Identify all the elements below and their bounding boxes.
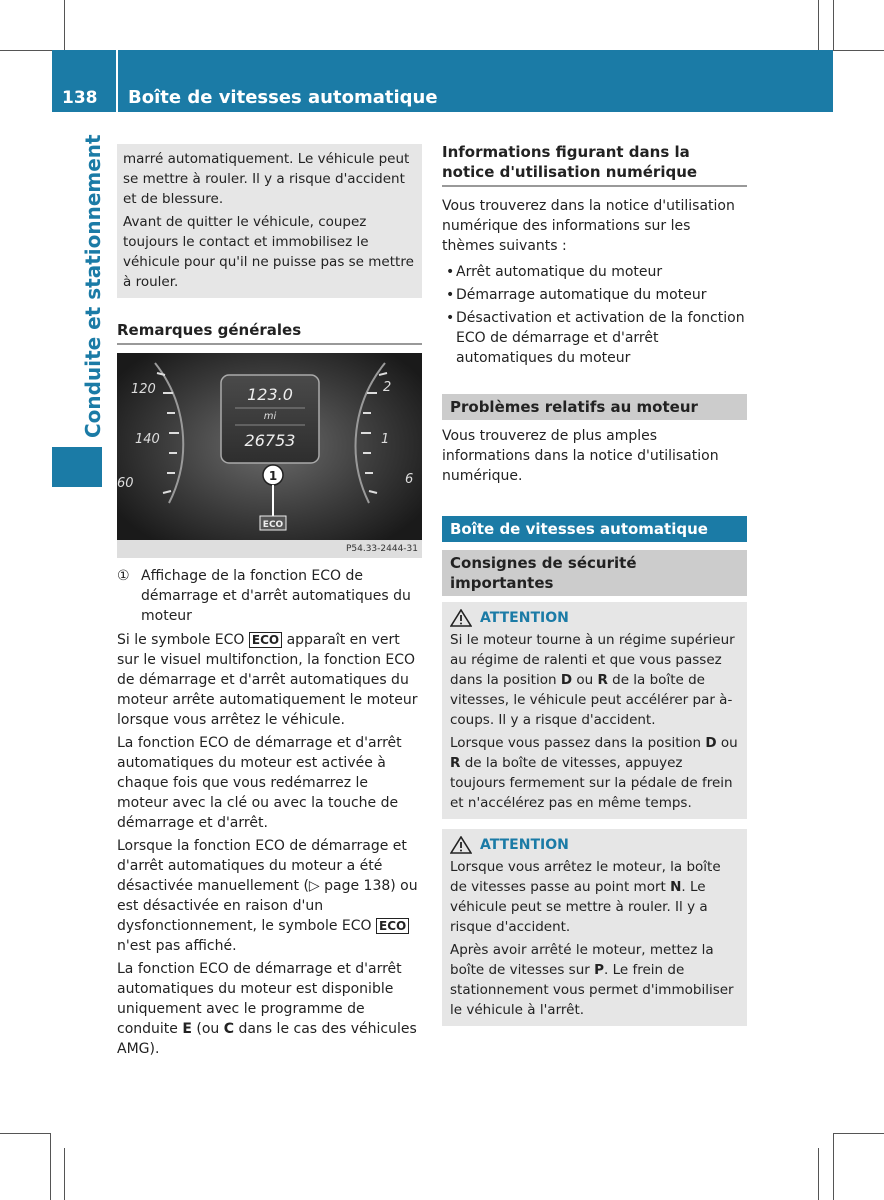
text-run: n'est pas affiché. <box>117 938 237 954</box>
warning-text <box>450 630 739 730</box>
gauge-label: 60 <box>117 476 134 491</box>
trip-distance: 123.0 <box>247 385 293 404</box>
text-run: Lorsque vous passez dans la position <box>450 735 706 751</box>
callout-number: 1 <box>268 469 278 483</box>
list-item <box>442 308 747 368</box>
legend-text: Affichage de la fonction ECO de démarrage et d'arrêt automatiques du moteur <box>141 568 411 624</box>
warning-text <box>450 857 739 937</box>
warning-text: Avant de quitter le véhicule, coupez toujours le contact et immobilisez le véhicule pour qu'il ne puisse pas se mettre à rouler. <box>123 214 414 290</box>
list-item-text: Démarrage automatique du moteur <box>456 287 707 303</box>
page-number: 138 <box>62 88 98 108</box>
gauge-label: 2 <box>383 380 392 395</box>
figure-legend <box>117 566 422 626</box>
text-run: La fonction ECO de démarrage et d'arrêt automatiques du moteur est disponible uniquement avec le programme de conduite <box>117 961 402 1037</box>
gauge-label: 6 <box>405 472 414 487</box>
text-run: ou <box>572 672 598 688</box>
text-run: . Le véhicule peut se mettre à rouler. Il y a risque d'accident. <box>450 879 708 935</box>
left-column <box>117 142 422 1062</box>
paragraph: La fonction ECO de démarrage et d'arrêt automatiques du moteur est activée à chaque fois que vous redémarrez le moteur avec la clé ou avec la touche de démarrage et d'arrêt. <box>117 735 402 831</box>
instrument-cluster-illustration <box>117 353 422 558</box>
crop-mark <box>64 1148 65 1200</box>
crop-mark <box>50 1133 51 1200</box>
gear-p: P <box>594 962 605 978</box>
paragraph <box>117 836 422 956</box>
gear-r: R <box>450 755 461 771</box>
gauge-label: 1 <box>381 432 390 447</box>
text-run: Si le moteur tourne à un régime supérieur au régime de ralenti et que vous passez dans la position <box>450 632 735 688</box>
text-run: . Le frein de stationnement vous permet d'immobiliser le véhicule à l'arrêt. <box>450 962 734 1018</box>
chapter-side-tab: Conduite et stationnement <box>81 134 105 438</box>
distance-unit: mi <box>263 411 277 422</box>
warning-header <box>450 835 739 855</box>
gear-r: R <box>597 672 608 688</box>
paragraph: Vous trouverez dans la notice d'utilisation numérique des informations sur les thèmes suivants : <box>442 198 735 254</box>
legend-number: ① <box>117 568 130 584</box>
text-run: apparaît en vert sur le visuel multifonction, la fonction ECO de démarrage et d'arrêt automatiques du moteur arrête automatiquement le moteur lorsque vous arrêtez le véhicule. <box>117 632 418 728</box>
gear-d: D <box>560 672 573 688</box>
warning-text <box>450 940 739 1020</box>
bullet-dot: • <box>446 310 455 326</box>
warning-text <box>450 733 739 813</box>
gear-d: D <box>705 735 717 751</box>
crop-mark <box>833 1133 834 1200</box>
list-item <box>442 262 747 282</box>
right-column <box>442 142 747 1036</box>
crop-mark <box>833 0 834 50</box>
bullet-dot: • <box>446 264 455 280</box>
header-divider <box>116 50 118 112</box>
paragraph <box>117 630 422 730</box>
odometer-reading: 26753 <box>244 431 296 450</box>
warning-box <box>442 602 747 819</box>
list-item-text: Arrêt automatique du moteur <box>456 264 663 280</box>
gear-n: N <box>670 879 682 895</box>
text-run: Après avoir arrêté le moteur, mettez la boîte de vitesses sur <box>450 942 714 978</box>
text-run: ou <box>716 735 738 751</box>
list-item <box>442 285 747 305</box>
warning-box <box>442 829 747 1026</box>
crop-mark <box>818 0 819 50</box>
chapter-marker <box>52 447 102 487</box>
text-run: Lorsque vous arrêtez le moteur, la boîte de vitesses passe au point mort <box>450 859 721 895</box>
safety-heading: Consignes de sécurité importantes <box>442 550 747 596</box>
figure-code: P54.33-2444-31 <box>345 544 418 554</box>
section-heading: Informations figurant dans la notice d'utilisation numérique <box>442 142 747 187</box>
warning-header <box>450 608 739 628</box>
paragraph <box>117 959 422 1059</box>
bullet-dot: • <box>446 287 455 303</box>
warning-text: marré automatiquement. Le véhicule peut se mettre à rouler. Il y a risque d'accident et de blessure. <box>123 151 410 207</box>
crop-mark <box>64 0 65 50</box>
drive-program-e: E <box>182 1021 192 1037</box>
section-banner: Boîte de vitesses automatique <box>442 516 747 542</box>
crop-mark <box>833 1133 884 1134</box>
text-run: (ou <box>191 1021 224 1037</box>
warning-title: ATTENTION <box>480 610 569 626</box>
bullet-list <box>442 262 747 368</box>
page-title: Boîte de vitesses automatique <box>128 87 438 108</box>
text-run: Si le symbole ECO <box>117 632 249 648</box>
list-item-text: Désactivation et activation de la fonction ECO de démarrage et d'arrêt automatiques du moteur <box>456 310 745 366</box>
drive-program-c: C <box>223 1021 235 1037</box>
crop-mark <box>0 1133 50 1134</box>
section-heading: Remarques générales <box>117 320 422 345</box>
warning-continuation-box <box>117 144 422 298</box>
paragraph: Vous trouverez de plus amples informations dans la notice d'utilisation numérique. <box>442 428 719 484</box>
crop-mark <box>833 50 884 51</box>
crop-mark <box>0 50 52 51</box>
gauge-label: 120 <box>131 382 156 397</box>
crop-mark <box>818 1148 819 1200</box>
text-run: de la boîte de vitesses, le véhicule peut accélérer par à-coups. Il y a risque d'accident. <box>450 672 733 728</box>
eco-symbol: ECO <box>376 918 409 934</box>
text-run: Lorsque la fonction ECO de démarrage et d'arrêt automatiques du moteur a été désactivée manuellement (▷ page 138) ou est désactivée en raison d'un dysfonctionnement, le symbole ECO <box>117 838 418 934</box>
warning-title: ATTENTION <box>480 837 569 853</box>
text-run: dans le cas des véhicules AMG). <box>117 1021 417 1057</box>
eco-indicator-label: ECO <box>262 520 284 530</box>
text-run: de la boîte de vitesses, appuyez toujours fermement sur la pédale de frein et n'accélérez pas en même temps. <box>450 755 733 811</box>
eco-symbol: ECO <box>249 632 282 648</box>
gauge-label: 140 <box>135 432 160 447</box>
warning-triangle-icon <box>450 609 472 627</box>
instrument-cluster-figure <box>117 353 422 558</box>
problems-heading: Problèmes relatifs au moteur <box>442 394 747 420</box>
warning-triangle-icon <box>450 836 472 854</box>
